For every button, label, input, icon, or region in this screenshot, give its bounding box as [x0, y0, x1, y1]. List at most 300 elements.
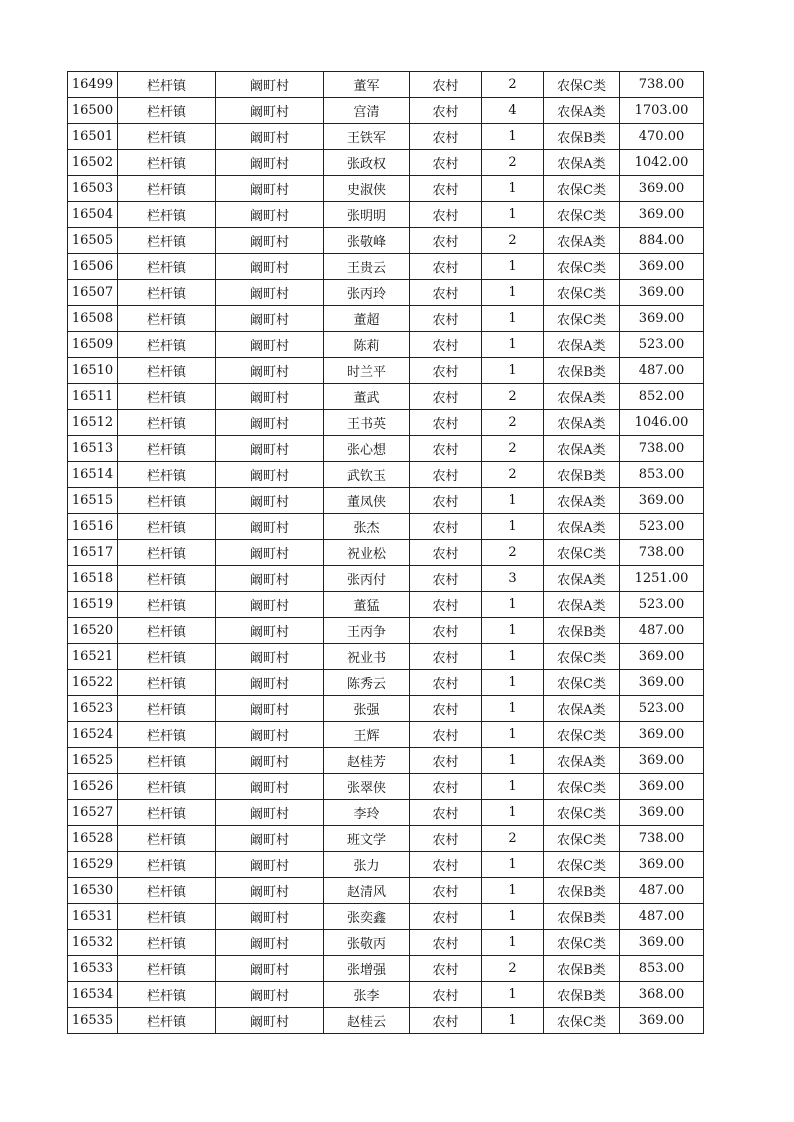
- amount-cell: 368.00: [620, 982, 704, 1008]
- serial-number-cell: 16534: [68, 982, 118, 1008]
- category-cell: 农保B类: [544, 358, 620, 384]
- area-type-cell: 农村: [410, 774, 482, 800]
- household-count-cell: 1: [482, 254, 544, 280]
- village-cell: 阚町村: [216, 774, 324, 800]
- town-cell: 栏杆镇: [118, 306, 216, 332]
- amount-cell: 369.00: [620, 254, 704, 280]
- table-row: [68, 722, 704, 748]
- area-type-cell: 农村: [410, 462, 482, 488]
- village-cell: 阚町村: [216, 150, 324, 176]
- name-cell: 武钦玉: [324, 462, 410, 488]
- household-count-cell: 2: [482, 72, 544, 98]
- serial-number-cell: 16515: [68, 488, 118, 514]
- amount-cell: 884.00: [620, 228, 704, 254]
- amount-cell: 369.00: [620, 644, 704, 670]
- village-cell: 阚町村: [216, 930, 324, 956]
- amount-cell: 523.00: [620, 332, 704, 358]
- area-type-cell: 农村: [410, 878, 482, 904]
- serial-number-cell: 16518: [68, 566, 118, 592]
- household-count-cell: 1: [482, 930, 544, 956]
- area-type-cell: 农村: [410, 930, 482, 956]
- name-cell: 董猛: [324, 592, 410, 618]
- serial-number-cell: 16521: [68, 644, 118, 670]
- amount-cell: 523.00: [620, 592, 704, 618]
- category-cell: 农保C类: [544, 800, 620, 826]
- name-cell: 张丙付: [324, 566, 410, 592]
- category-cell: 农保C类: [544, 852, 620, 878]
- area-type-cell: 农村: [410, 956, 482, 982]
- serial-number-cell: 16505: [68, 228, 118, 254]
- name-cell: 张杰: [324, 514, 410, 540]
- town-cell: 栏杆镇: [118, 878, 216, 904]
- area-type-cell: 农村: [410, 436, 482, 462]
- area-type-cell: 农村: [410, 202, 482, 228]
- category-cell: 农保A类: [544, 514, 620, 540]
- area-type-cell: 农村: [410, 904, 482, 930]
- village-cell: 阚町村: [216, 72, 324, 98]
- table-row: [68, 1008, 704, 1034]
- amount-cell: 369.00: [620, 1008, 704, 1034]
- village-cell: 阚町村: [216, 306, 324, 332]
- amount-cell: 369.00: [620, 670, 704, 696]
- serial-number-cell: 16499: [68, 72, 118, 98]
- household-count-cell: 1: [482, 904, 544, 930]
- town-cell: 栏杆镇: [118, 280, 216, 306]
- name-cell: 张敬峰: [324, 228, 410, 254]
- serial-number-cell: 16516: [68, 514, 118, 540]
- amount-cell: 369.00: [620, 202, 704, 228]
- town-cell: 栏杆镇: [118, 800, 216, 826]
- amount-cell: 369.00: [620, 800, 704, 826]
- name-cell: 董超: [324, 306, 410, 332]
- serial-number-cell: 16513: [68, 436, 118, 462]
- serial-number-cell: 16532: [68, 930, 118, 956]
- area-type-cell: 农村: [410, 488, 482, 514]
- town-cell: 栏杆镇: [118, 592, 216, 618]
- amount-cell: 487.00: [620, 358, 704, 384]
- category-cell: 农保A类: [544, 566, 620, 592]
- serial-number-cell: 16523: [68, 696, 118, 722]
- category-cell: 农保B类: [544, 982, 620, 1008]
- table-row: [68, 280, 704, 306]
- table-row: [68, 748, 704, 774]
- amount-cell: 523.00: [620, 514, 704, 540]
- town-cell: 栏杆镇: [118, 1008, 216, 1034]
- category-cell: 农保B类: [544, 878, 620, 904]
- table-row: [68, 540, 704, 566]
- serial-number-cell: 16508: [68, 306, 118, 332]
- table-row: [68, 488, 704, 514]
- amount-cell: 369.00: [620, 852, 704, 878]
- area-type-cell: 农村: [410, 982, 482, 1008]
- serial-number-cell: 16525: [68, 748, 118, 774]
- name-cell: 张力: [324, 852, 410, 878]
- serial-number-cell: 16511: [68, 384, 118, 410]
- category-cell: 农保C类: [544, 176, 620, 202]
- household-count-cell: 2: [482, 384, 544, 410]
- household-count-cell: 4: [482, 98, 544, 124]
- category-cell: 农保A类: [544, 410, 620, 436]
- amount-cell: 369.00: [620, 306, 704, 332]
- household-count-cell: 1: [482, 1008, 544, 1034]
- area-type-cell: 农村: [410, 748, 482, 774]
- table-row: [68, 202, 704, 228]
- name-cell: 董武: [324, 384, 410, 410]
- category-cell: 农保A类: [544, 150, 620, 176]
- household-count-cell: 2: [482, 436, 544, 462]
- village-cell: 阚町村: [216, 176, 324, 202]
- area-type-cell: 农村: [410, 696, 482, 722]
- category-cell: 农保C类: [544, 930, 620, 956]
- table-row: [68, 904, 704, 930]
- household-count-cell: 1: [482, 696, 544, 722]
- area-type-cell: 农村: [410, 826, 482, 852]
- area-type-cell: 农村: [410, 592, 482, 618]
- town-cell: 栏杆镇: [118, 462, 216, 488]
- household-count-cell: 1: [482, 514, 544, 540]
- village-cell: 阚町村: [216, 956, 324, 982]
- table-row: [68, 98, 704, 124]
- table-row: [68, 982, 704, 1008]
- household-count-cell: 1: [482, 982, 544, 1008]
- area-type-cell: 农村: [410, 540, 482, 566]
- amount-cell: 738.00: [620, 826, 704, 852]
- name-cell: 祝业书: [324, 644, 410, 670]
- table-row: [68, 462, 704, 488]
- area-type-cell: 农村: [410, 124, 482, 150]
- village-cell: 阚町村: [216, 332, 324, 358]
- household-count-cell: 1: [482, 852, 544, 878]
- category-cell: 农保C类: [544, 644, 620, 670]
- area-type-cell: 农村: [410, 514, 482, 540]
- serial-number-cell: 16510: [68, 358, 118, 384]
- table-row: [68, 384, 704, 410]
- category-cell: 农保A类: [544, 384, 620, 410]
- name-cell: 董凤侠: [324, 488, 410, 514]
- category-cell: 农保C类: [544, 722, 620, 748]
- town-cell: 栏杆镇: [118, 982, 216, 1008]
- category-cell: 农保C类: [544, 540, 620, 566]
- area-type-cell: 农村: [410, 852, 482, 878]
- table-row: [68, 436, 704, 462]
- village-cell: 阚町村: [216, 696, 324, 722]
- village-cell: 阚町村: [216, 514, 324, 540]
- name-cell: 张心想: [324, 436, 410, 462]
- serial-number-cell: 16503: [68, 176, 118, 202]
- village-cell: 阚町村: [216, 410, 324, 436]
- village-cell: 阚町村: [216, 826, 324, 852]
- area-type-cell: 农村: [410, 358, 482, 384]
- area-type-cell: 农村: [410, 228, 482, 254]
- town-cell: 栏杆镇: [118, 930, 216, 956]
- village-cell: 阚町村: [216, 540, 324, 566]
- amount-cell: 369.00: [620, 748, 704, 774]
- table-row: [68, 254, 704, 280]
- area-type-cell: 农村: [410, 644, 482, 670]
- name-cell: 宫清: [324, 98, 410, 124]
- name-cell: 班文学: [324, 826, 410, 852]
- village-cell: 阚町村: [216, 852, 324, 878]
- town-cell: 栏杆镇: [118, 358, 216, 384]
- household-count-cell: 1: [482, 774, 544, 800]
- name-cell: 陈莉: [324, 332, 410, 358]
- serial-number-cell: 16527: [68, 800, 118, 826]
- amount-cell: 369.00: [620, 722, 704, 748]
- name-cell: 赵桂云: [324, 1008, 410, 1034]
- category-cell: 农保B类: [544, 618, 620, 644]
- amount-cell: 1703.00: [620, 98, 704, 124]
- village-cell: 阚町村: [216, 124, 324, 150]
- household-count-cell: 1: [482, 644, 544, 670]
- serial-number-cell: 16500: [68, 98, 118, 124]
- village-cell: 阚町村: [216, 592, 324, 618]
- area-type-cell: 农村: [410, 150, 482, 176]
- area-type-cell: 农村: [410, 1008, 482, 1034]
- name-cell: 时兰平: [324, 358, 410, 384]
- town-cell: 栏杆镇: [118, 904, 216, 930]
- name-cell: 王辉: [324, 722, 410, 748]
- category-cell: 农保C类: [544, 670, 620, 696]
- amount-cell: 487.00: [620, 904, 704, 930]
- household-count-cell: 1: [482, 722, 544, 748]
- village-cell: 阚町村: [216, 228, 324, 254]
- category-cell: 农保C类: [544, 774, 620, 800]
- category-cell: 农保C类: [544, 826, 620, 852]
- category-cell: 农保C类: [544, 72, 620, 98]
- serial-number-cell: 16520: [68, 618, 118, 644]
- table-row: [68, 774, 704, 800]
- town-cell: 栏杆镇: [118, 436, 216, 462]
- town-cell: 栏杆镇: [118, 176, 216, 202]
- name-cell: 张奕鑫: [324, 904, 410, 930]
- name-cell: 张翠侠: [324, 774, 410, 800]
- town-cell: 栏杆镇: [118, 774, 216, 800]
- serial-number-cell: 16533: [68, 956, 118, 982]
- table-row: [68, 670, 704, 696]
- serial-number-cell: 16526: [68, 774, 118, 800]
- table-row: [68, 566, 704, 592]
- area-type-cell: 农村: [410, 566, 482, 592]
- village-cell: 阚町村: [216, 254, 324, 280]
- town-cell: 栏杆镇: [118, 566, 216, 592]
- area-type-cell: 农村: [410, 72, 482, 98]
- serial-number-cell: 16522: [68, 670, 118, 696]
- serial-number-cell: 16517: [68, 540, 118, 566]
- table-row: [68, 644, 704, 670]
- name-cell: 李玲: [324, 800, 410, 826]
- table-row: [68, 592, 704, 618]
- serial-number-cell: 16528: [68, 826, 118, 852]
- name-cell: 董军: [324, 72, 410, 98]
- category-cell: 农保A类: [544, 748, 620, 774]
- town-cell: 栏杆镇: [118, 748, 216, 774]
- table-row: [68, 514, 704, 540]
- name-cell: 张政权: [324, 150, 410, 176]
- table-row: [68, 800, 704, 826]
- village-cell: 阚町村: [216, 566, 324, 592]
- category-cell: 农保C类: [544, 202, 620, 228]
- town-cell: 栏杆镇: [118, 826, 216, 852]
- household-count-cell: 1: [482, 878, 544, 904]
- table-row: [68, 228, 704, 254]
- table-row: [68, 332, 704, 358]
- amount-cell: 738.00: [620, 540, 704, 566]
- category-cell: 农保C类: [544, 306, 620, 332]
- household-count-cell: 1: [482, 748, 544, 774]
- town-cell: 栏杆镇: [118, 514, 216, 540]
- household-count-cell: 1: [482, 280, 544, 306]
- serial-number-cell: 16519: [68, 592, 118, 618]
- category-cell: 农保A类: [544, 98, 620, 124]
- village-cell: 阚町村: [216, 436, 324, 462]
- table-row: [68, 696, 704, 722]
- household-count-cell: 2: [482, 956, 544, 982]
- town-cell: 栏杆镇: [118, 488, 216, 514]
- area-type-cell: 农村: [410, 800, 482, 826]
- household-count-cell: 2: [482, 462, 544, 488]
- area-type-cell: 农村: [410, 670, 482, 696]
- household-count-cell: 1: [482, 800, 544, 826]
- category-cell: 农保C类: [544, 280, 620, 306]
- town-cell: 栏杆镇: [118, 618, 216, 644]
- village-cell: 阚町村: [216, 618, 324, 644]
- town-cell: 栏杆镇: [118, 722, 216, 748]
- category-cell: 农保A类: [544, 696, 620, 722]
- town-cell: 栏杆镇: [118, 670, 216, 696]
- village-cell: 阚町村: [216, 748, 324, 774]
- village-cell: 阚町村: [216, 98, 324, 124]
- serial-number-cell: 16506: [68, 254, 118, 280]
- table-row: [68, 410, 704, 436]
- village-cell: 阚町村: [216, 280, 324, 306]
- household-count-cell: 1: [482, 332, 544, 358]
- name-cell: 张明明: [324, 202, 410, 228]
- table-row: [68, 358, 704, 384]
- town-cell: 栏杆镇: [118, 150, 216, 176]
- household-count-cell: 1: [482, 592, 544, 618]
- village-cell: 阚町村: [216, 644, 324, 670]
- category-cell: 农保A类: [544, 592, 620, 618]
- household-count-cell: 1: [482, 124, 544, 150]
- name-cell: 王铁军: [324, 124, 410, 150]
- village-cell: 阚町村: [216, 1008, 324, 1034]
- name-cell: 陈秀云: [324, 670, 410, 696]
- table-row: [68, 150, 704, 176]
- name-cell: 张强: [324, 696, 410, 722]
- amount-cell: 470.00: [620, 124, 704, 150]
- village-cell: 阚町村: [216, 722, 324, 748]
- village-cell: 阚町村: [216, 384, 324, 410]
- town-cell: 栏杆镇: [118, 644, 216, 670]
- serial-number-cell: 16504: [68, 202, 118, 228]
- name-cell: 赵清风: [324, 878, 410, 904]
- amount-cell: 523.00: [620, 696, 704, 722]
- category-cell: 农保B类: [544, 904, 620, 930]
- table-row: [68, 306, 704, 332]
- table-row: [68, 826, 704, 852]
- name-cell: 张敬丙: [324, 930, 410, 956]
- name-cell: 王贵云: [324, 254, 410, 280]
- subsidy-table: [67, 71, 704, 1034]
- household-count-cell: 1: [482, 670, 544, 696]
- town-cell: 栏杆镇: [118, 332, 216, 358]
- category-cell: 农保C类: [544, 1008, 620, 1034]
- serial-number-cell: 16535: [68, 1008, 118, 1034]
- amount-cell: 1042.00: [620, 150, 704, 176]
- name-cell: 史淑侠: [324, 176, 410, 202]
- serial-number-cell: 16512: [68, 410, 118, 436]
- name-cell: 张李: [324, 982, 410, 1008]
- serial-number-cell: 16531: [68, 904, 118, 930]
- area-type-cell: 农村: [410, 722, 482, 748]
- town-cell: 栏杆镇: [118, 410, 216, 436]
- amount-cell: 852.00: [620, 384, 704, 410]
- village-cell: 阚町村: [216, 358, 324, 384]
- area-type-cell: 农村: [410, 306, 482, 332]
- town-cell: 栏杆镇: [118, 254, 216, 280]
- area-type-cell: 农村: [410, 410, 482, 436]
- town-cell: 栏杆镇: [118, 72, 216, 98]
- amount-cell: 738.00: [620, 72, 704, 98]
- town-cell: 栏杆镇: [118, 202, 216, 228]
- area-type-cell: 农村: [410, 332, 482, 358]
- category-cell: 农保B类: [544, 124, 620, 150]
- village-cell: 阚町村: [216, 982, 324, 1008]
- amount-cell: 369.00: [620, 774, 704, 800]
- table-row: [68, 176, 704, 202]
- table-row: [68, 124, 704, 150]
- household-count-cell: 1: [482, 176, 544, 202]
- household-count-cell: 1: [482, 488, 544, 514]
- name-cell: 张丙玲: [324, 280, 410, 306]
- serial-number-cell: 16502: [68, 150, 118, 176]
- household-count-cell: 2: [482, 228, 544, 254]
- household-count-cell: 1: [482, 618, 544, 644]
- area-type-cell: 农村: [410, 98, 482, 124]
- town-cell: 栏杆镇: [118, 852, 216, 878]
- town-cell: 栏杆镇: [118, 956, 216, 982]
- area-type-cell: 农村: [410, 280, 482, 306]
- village-cell: 阚町村: [216, 904, 324, 930]
- household-count-cell: 1: [482, 358, 544, 384]
- serial-number-cell: 16501: [68, 124, 118, 150]
- table-row: [68, 618, 704, 644]
- table-row: [68, 852, 704, 878]
- village-cell: 阚町村: [216, 462, 324, 488]
- name-cell: 王书英: [324, 410, 410, 436]
- name-cell: 张增强: [324, 956, 410, 982]
- village-cell: 阚町村: [216, 202, 324, 228]
- name-cell: 王丙争: [324, 618, 410, 644]
- serial-number-cell: 16524: [68, 722, 118, 748]
- household-count-cell: 2: [482, 410, 544, 436]
- amount-cell: 853.00: [620, 462, 704, 488]
- household-count-cell: 2: [482, 540, 544, 566]
- area-type-cell: 农村: [410, 254, 482, 280]
- serial-number-cell: 16509: [68, 332, 118, 358]
- table-row: [68, 72, 704, 98]
- household-count-cell: 1: [482, 306, 544, 332]
- area-type-cell: 农村: [410, 384, 482, 410]
- category-cell: 农保A类: [544, 436, 620, 462]
- town-cell: 栏杆镇: [118, 384, 216, 410]
- name-cell: 赵桂芳: [324, 748, 410, 774]
- category-cell: 农保B类: [544, 956, 620, 982]
- category-cell: 农保B类: [544, 462, 620, 488]
- town-cell: 栏杆镇: [118, 124, 216, 150]
- category-cell: 农保A类: [544, 332, 620, 358]
- household-count-cell: 2: [482, 826, 544, 852]
